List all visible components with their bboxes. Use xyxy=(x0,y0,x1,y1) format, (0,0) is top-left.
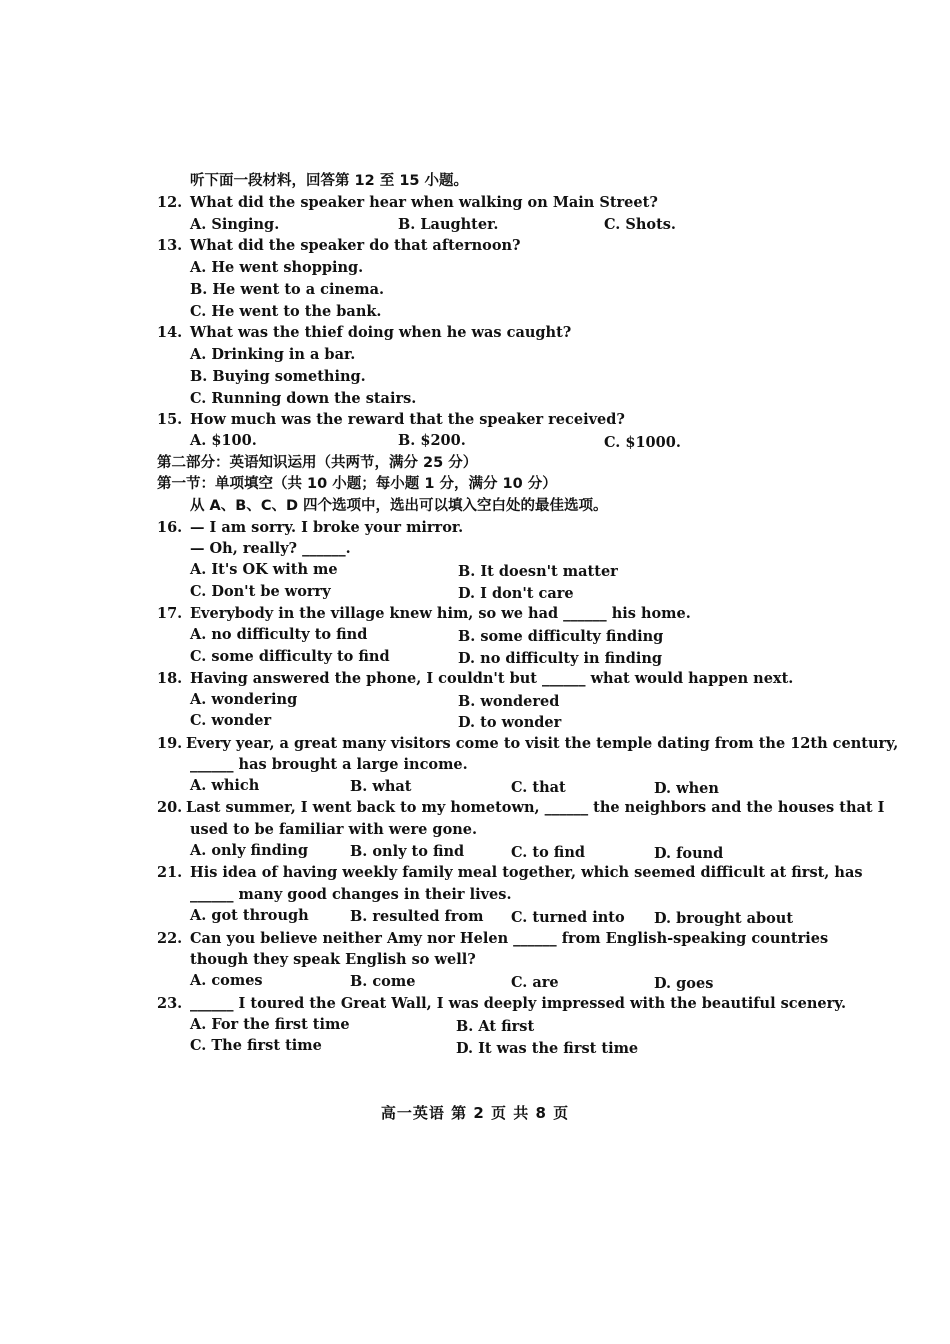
option-c: C. Don't be worry xyxy=(190,583,331,600)
question-number: 15. xyxy=(157,411,183,428)
option-b: B. At first xyxy=(456,1018,535,1035)
question-number: 23. xyxy=(157,995,183,1012)
option-a: A. For the first time xyxy=(190,1016,350,1033)
option-c: C. wonder xyxy=(190,712,272,729)
option-a: A. comes xyxy=(190,972,263,989)
option-d: D. I don't care xyxy=(458,585,574,602)
question-stem: Having answered the phone, I couldn't but ______ what would happen next. xyxy=(190,670,794,687)
option-b: B. It doesn't matter xyxy=(458,563,618,580)
section-one-instruction: 从 A、B、C、D 四个选项中，选出可以填入空白处的最佳选项。 xyxy=(190,498,608,514)
question-number: 21. xyxy=(157,864,183,881)
question-stem-line-2: — Oh, really? ______. xyxy=(190,540,351,557)
question-stem-line-2: ______ many good changes in their lives. xyxy=(190,886,512,903)
option-b: B. $200. xyxy=(398,432,466,449)
option-a: A. wondering xyxy=(190,691,298,708)
question-stem: What did the speaker hear when walking on Main Street? xyxy=(190,194,658,211)
question-number: 18. xyxy=(157,670,183,687)
option-a: A. which xyxy=(190,777,260,794)
option-c: C. The first time xyxy=(190,1037,322,1054)
question-stem: What was the thief doing when he was caught? xyxy=(190,324,572,341)
option-b: B. Buying something. xyxy=(190,368,366,385)
option-a: A. got through xyxy=(190,907,309,924)
option-b: B. come xyxy=(350,973,416,990)
question-stem-line-1: Can you believe neither Amy nor Helen ______ from English-speaking countries xyxy=(190,930,829,947)
option-b: B. resulted from xyxy=(350,908,484,925)
option-d: D. to wonder xyxy=(458,714,562,731)
listening-intro: 听下面一段材料，回答第 12 至 15 小题。 xyxy=(190,173,469,189)
option-b: B. Laughter. xyxy=(398,216,499,233)
section-one-heading: 第一节：单项填空（共 10 小题；每小题 1 分，满分 10 分） xyxy=(157,476,557,492)
question-number: 14. xyxy=(157,324,183,341)
question-stem-line-2: though they speak English so well? xyxy=(190,951,476,968)
question-number: 17. xyxy=(157,605,183,622)
question-stem: What did the speaker do that afternoon? xyxy=(190,237,521,254)
question-stem-line-2: used to be familiar with were gone. xyxy=(190,821,478,838)
option-c: C. Running down the stairs. xyxy=(190,390,417,407)
question-stem-line-2: ______ has brought a large income. xyxy=(190,756,468,773)
part-two-heading: 第二部分：英语知识运用（共两节，满分 25 分） xyxy=(157,455,478,471)
option-b: B. some difficulty finding xyxy=(458,628,664,645)
option-a: A. $100. xyxy=(190,432,257,449)
option-d: D. found xyxy=(654,845,724,862)
option-d: D. no difficulty in finding xyxy=(458,650,663,667)
option-a: A. Singing. xyxy=(190,216,280,233)
option-a: A. only finding xyxy=(190,842,308,859)
option-a: A. He went shopping. xyxy=(190,259,364,276)
question-stem-line-1: — I am sorry. I broke your mirror. xyxy=(190,519,464,536)
option-d: D. brought about xyxy=(654,910,794,927)
option-d: D. when xyxy=(654,780,719,797)
question-stem-line-1: Last summer, I went back to my hometown, ______ the neighbors and the houses that I xyxy=(186,799,885,816)
option-c: C. are xyxy=(511,974,559,991)
question-number: 16. xyxy=(157,519,183,536)
option-c: C. $1000. xyxy=(604,434,681,451)
question-stem: Everybody in the village knew him, so we had ______ his home. xyxy=(190,605,691,622)
option-c: C. He went to the bank. xyxy=(190,303,382,320)
option-a: A. no difficulty to find xyxy=(190,626,368,643)
question-number: 13. xyxy=(157,237,183,254)
option-d: D. It was the first time xyxy=(456,1040,639,1057)
option-a: A. Drinking in a bar. xyxy=(190,346,356,363)
option-b: B. wondered xyxy=(458,693,560,710)
option-a: A. It's OK with me xyxy=(190,561,338,578)
question-stem: ______ I toured the Great Wall, I was deeply impressed with the beautiful scenery. xyxy=(190,995,847,1012)
option-c: C. some difficulty to find xyxy=(190,648,390,665)
question-stem: How much was the reward that the speaker received? xyxy=(190,411,625,428)
option-b: B. only to find xyxy=(350,843,465,860)
question-number: 12. xyxy=(157,194,183,211)
option-b: B. what xyxy=(350,778,412,795)
question-stem-line-1: His idea of having weekly family meal together, which seemed difficult at first, has xyxy=(190,864,863,881)
option-c: C. turned into xyxy=(511,909,625,926)
option-c: C. that xyxy=(511,779,566,796)
question-stem-line-1: Every year, a great many visitors come to visit the temple dating from the 12th century, xyxy=(186,735,899,752)
option-d: D. goes xyxy=(654,975,714,992)
option-c: C. Shots. xyxy=(604,216,676,233)
question-number: 19. xyxy=(157,735,183,752)
option-c: C. to find xyxy=(511,844,586,861)
question-number: 20. xyxy=(157,799,183,816)
page-footer: 高一英语 第 2 页 共 8 页 xyxy=(380,1104,570,1122)
question-number: 22. xyxy=(157,930,183,947)
option-b: B. He went to a cinema. xyxy=(190,281,385,298)
